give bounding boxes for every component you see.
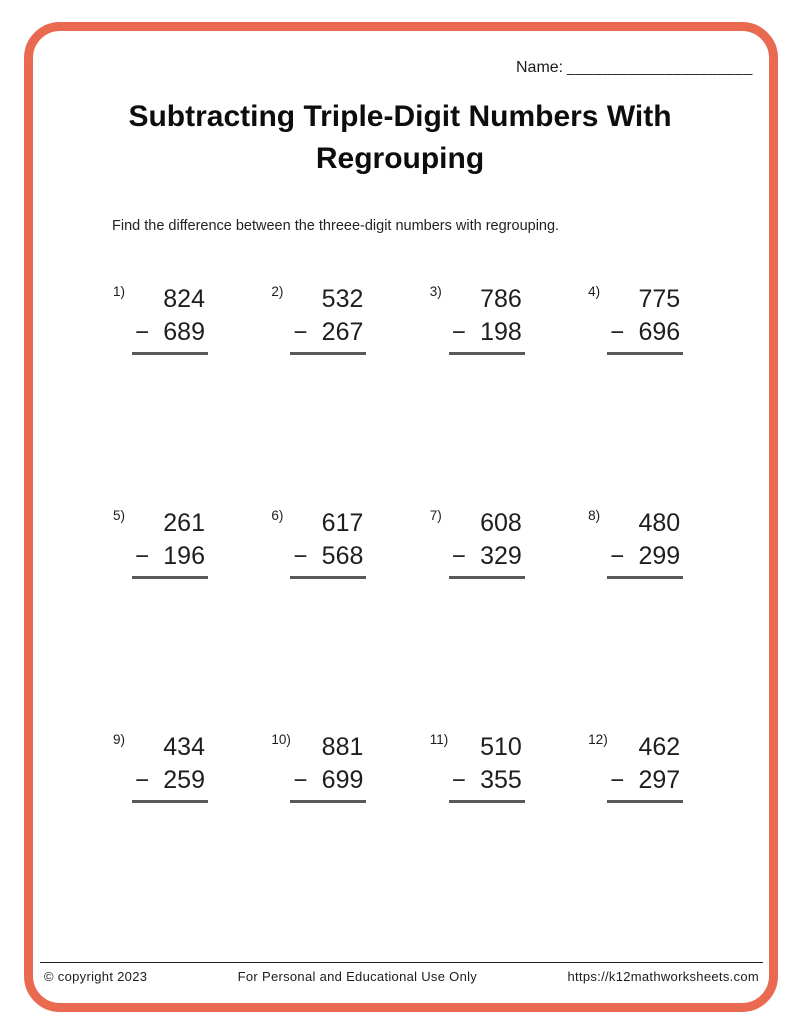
minuend: 824	[163, 285, 205, 313]
problem-7	[430, 507, 530, 731]
problems-grid	[113, 283, 747, 955]
problem-12	[588, 731, 688, 955]
answer-line	[607, 800, 683, 803]
footer	[44, 969, 759, 984]
answer-line	[449, 576, 525, 579]
subtrahend: 568	[321, 542, 364, 570]
minuend: 532	[321, 285, 364, 313]
footer-copyright: © copyright 2023	[44, 969, 148, 984]
minus-sign: −	[293, 543, 308, 570]
minuend: 261	[163, 509, 205, 537]
subtrahend: 196	[163, 542, 205, 570]
problem-number: 1)	[113, 284, 126, 299]
minuend: 480	[638, 509, 681, 537]
subtrahend: 297	[638, 766, 681, 794]
minus-sign: −	[451, 543, 466, 570]
answer-line	[132, 352, 208, 355]
answer-line	[290, 576, 366, 579]
problem-number: 10)	[271, 732, 291, 747]
subtrahend: 696	[638, 318, 681, 346]
page-title-line1: Subtracting Triple-Digit Numbers With	[128, 100, 672, 133]
subtrahend: 355	[480, 766, 522, 794]
problem-1	[113, 283, 213, 507]
subtrahend: 267	[321, 318, 364, 346]
minus-sign: −	[610, 767, 625, 794]
problem-9	[113, 731, 213, 955]
minuend: 510	[480, 733, 522, 761]
problem-6	[271, 507, 371, 731]
minus-sign: −	[293, 767, 308, 794]
problem-2	[271, 283, 371, 507]
answer-line	[607, 576, 683, 579]
minus-sign: −	[135, 319, 150, 346]
problem-number: 11)	[429, 732, 449, 747]
name-blank-line: _____________________	[567, 59, 753, 76]
minus-sign: −	[451, 767, 466, 794]
subtrahend: 259	[163, 766, 205, 794]
minuend: 462	[638, 733, 681, 761]
problem-number: 6)	[271, 508, 284, 523]
minus-sign: −	[135, 767, 150, 794]
subtrahend: 689	[163, 318, 205, 346]
minus-sign: −	[610, 319, 625, 346]
answer-line	[290, 800, 366, 803]
answer-line	[290, 352, 366, 355]
name-field	[516, 59, 753, 77]
answer-line	[132, 576, 208, 579]
minuend: 434	[163, 733, 205, 761]
minuend: 786	[480, 285, 522, 313]
problem-5	[113, 507, 213, 731]
problem-number: 7)	[429, 508, 442, 523]
subtrahend: 699	[321, 766, 364, 794]
problem-number: 4)	[588, 284, 601, 299]
problem-11	[430, 731, 530, 955]
instructions-text: Find the difference between the threee-digit numbers with regrouping.	[112, 218, 560, 234]
minus-sign: −	[610, 543, 625, 570]
minuend: 775	[638, 285, 681, 313]
answer-line	[607, 352, 683, 355]
footer-usage: For Personal and Educational Use Only	[237, 969, 478, 984]
minuend: 608	[480, 509, 522, 537]
problem-number: 9)	[113, 732, 126, 747]
problem-4	[588, 283, 688, 507]
subtrahend: 329	[480, 542, 522, 570]
answer-line	[132, 800, 208, 803]
subtrahend: 299	[638, 542, 681, 570]
problem-number: 12)	[588, 732, 608, 747]
answer-line	[449, 800, 525, 803]
problem-number: 5)	[113, 508, 126, 523]
minuend: 617	[321, 509, 364, 537]
problem-8	[588, 507, 688, 731]
page-title	[0, 96, 800, 180]
problem-10	[271, 731, 371, 955]
subtrahend: 198	[480, 318, 522, 346]
page-title-line2: Regrouping	[315, 142, 485, 175]
minus-sign: −	[451, 319, 466, 346]
problem-number: 8)	[588, 508, 601, 523]
answer-line	[449, 352, 525, 355]
problem-3	[430, 283, 530, 507]
footer-divider	[40, 962, 763, 963]
minus-sign: −	[293, 319, 308, 346]
problem-number: 3)	[429, 284, 442, 299]
minuend: 881	[321, 733, 364, 761]
minus-sign: −	[135, 543, 150, 570]
name-label: Name:	[516, 59, 564, 76]
problem-number: 2)	[271, 284, 284, 299]
footer-url: https://k12mathworksheets.com	[567, 969, 759, 984]
